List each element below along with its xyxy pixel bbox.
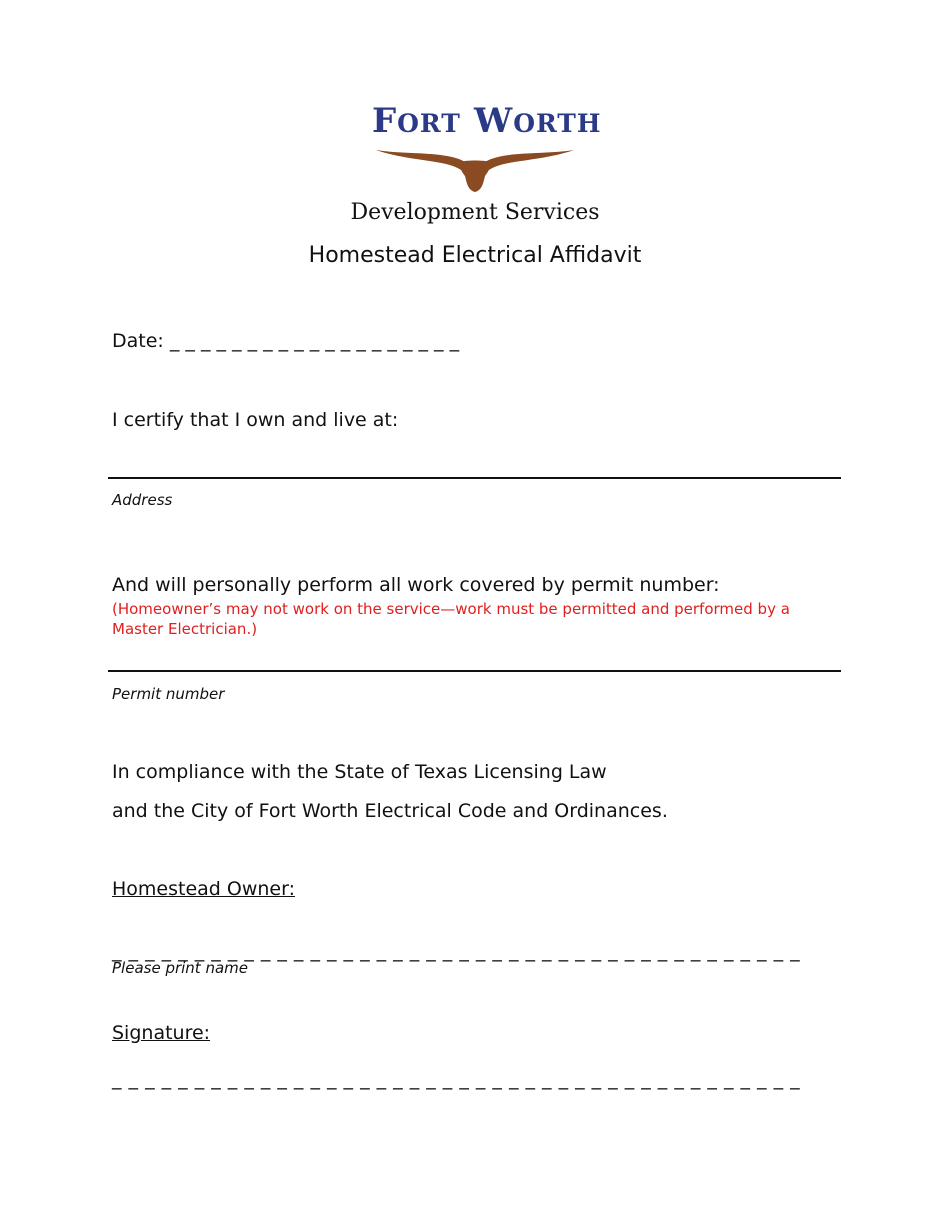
address-line[interactable] bbox=[108, 477, 841, 479]
address-statement: I certify that I own and live at: bbox=[112, 409, 399, 431]
logo-wordmark: FORT WORTH bbox=[372, 101, 602, 141]
fort-worth-logo bbox=[372, 101, 602, 196]
longhorn-icon bbox=[372, 140, 578, 196]
date-field[interactable] bbox=[112, 330, 459, 352]
date-blank: _ _ _ _ _ _ _ _ _ _ _ _ _ _ _ _ _ _ _ bbox=[169, 330, 460, 352]
permit-note: (Homeowner’s may not work on the service—work must be permitted and performed by a Master Electrician.) bbox=[112, 600, 790, 638]
owner-name-blank[interactable]: _ _ _ _ _ _ _ _ _ _ _ _ _ _ _ _ _ _ _ _ _ _ _ _ _ _ _ _ _ _ _ _ _ _ _ _ _ _ _ _ _ _ bbox=[112, 940, 801, 962]
permit-number-line[interactable] bbox=[108, 670, 841, 672]
compliance-line-2: and the City of Fort Worth Electrical Code and Ordinances. bbox=[112, 800, 668, 822]
permit-statement: And will personally perform all work covered by permit number: bbox=[112, 574, 720, 596]
compliance-line-1: In compliance with the State of Texas Licensing Law bbox=[112, 761, 607, 783]
permit-caption: Permit number bbox=[112, 685, 225, 703]
longhorn-head bbox=[459, 161, 490, 193]
date-label: Date: bbox=[112, 330, 164, 352]
department-name: Development Services bbox=[350, 200, 600, 225]
address-caption: Address bbox=[112, 491, 173, 509]
owner-heading: Homestead Owner: bbox=[112, 878, 295, 900]
form-title: Homestead Electrical Affidavit bbox=[308, 243, 642, 268]
signature-heading: Signature: bbox=[112, 1022, 211, 1044]
owner-caption: Please print name bbox=[112, 959, 248, 977]
signature-blank[interactable]: _ _ _ _ _ _ _ _ _ _ _ _ _ _ _ _ _ _ _ _ _ _ _ _ _ _ _ _ _ _ _ _ _ _ _ _ _ _ _ _ _ _ bbox=[112, 1068, 801, 1090]
